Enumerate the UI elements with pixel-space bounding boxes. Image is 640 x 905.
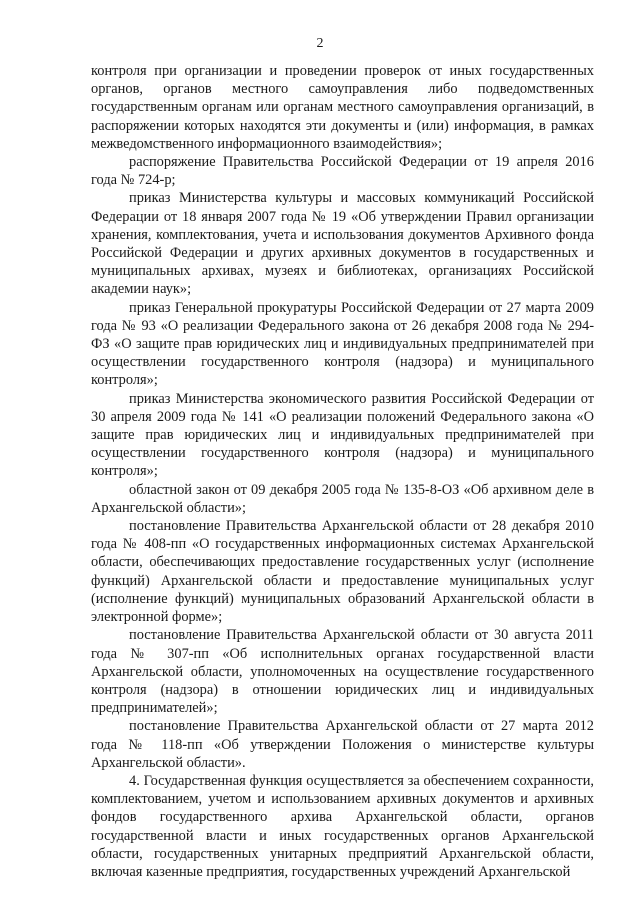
paragraph-government-order-724: распоряжение Правительства Российской Федерации от 19 апреля 2016 года № 724-р; (91, 154, 594, 189)
document-body (91, 62, 594, 881)
paragraph-prosecutor-order-93: приказ Генеральной прокуратуры Российской Федерации от 27 марта 2009 года № 93 «О реализации Федерального закона от 26 декабря 2008 года № 294-ФЗ «О защите прав юридических лиц и индивидуальных предпринимателей при осуществлении государственного контроля (надзора) и муниципального контроля»; (91, 299, 594, 389)
page-number: 2 (316, 36, 324, 51)
paragraph-control-continuation: контроля при организации и проведении проверок от иных государственных органов, органов местного самоуправления либо подведомственных государственным органам или органам местного самоуправления организаций, в распоряжении которых находятся эти документы и (или) информация, в рамках межведомственного информационного взаимодействия»; (91, 63, 594, 152)
paragraph-culture-ministry-order-19: приказ Министерства культуры и массовых коммуникаций Российской Федерации от 18 января 2007 года № 19 «Об утверждении Правил организации хранения, комплектования, учета и использования документов Архивного фонда Российской Федерации и других архивных документов в государственных и муниципальных архивах, музеях и библиотеках, организациях Российской академии наук»; (91, 190, 594, 298)
paragraph-resolution-118: постановление Правительства Архангельской области от 27 марта 2012 года № 118-пп «Об утверждении Положения о министерстве культуры Архангельской области». (91, 718, 594, 771)
paragraph-regional-law-135: областной закон от 09 декабря 2005 года № 135-8-ОЗ «Об архивном деле в Архангельской области»; (91, 481, 594, 516)
paragraph-item-4: 4. Государственная функция осуществляется за обеспечением сохранности, комплектованием, учетом и использованием архивных документов и архивных фондов государственного архива Архангельской области, органов государственной власти и иных государственных органов Архангельской области, государственных унитарных предприятий Архангельской области, включая казенные предприятия, государственных учреждений Архангельской (91, 772, 594, 880)
paragraph-resolution-307: постановление Правительства Архангельской области от 30 августа 2011 года № 307-пп «Об исполнительных органах государственной власти Архангельской области, уполномоченных на осуществление государственного контроля (надзора) в отношении юридических лиц и индивидуальных предпринимателей»; (91, 627, 594, 717)
paragraph-resolution-408: постановление Правительства Архангельской области от 28 декабря 2010 года № 408-пп «О государственных информационных системах Архангельской области, обеспечивающих предоставление государственных услуг (исполнение функций) Архангельской области и предоставление муниципальных услуг (исполнение функций) муниципальных образований Архангельской области в электронной форме»; (91, 518, 594, 626)
paragraph-economy-ministry-order-141: приказ Министерства экономического развития Российской Федерации от 30 апреля 2009 года № 141 «О реализации положений Федерального закона «О защите прав юридических лиц и индивидуальных предпринимателей при осуществлении государственного контроля (надзора) и муниципального контроля»; (91, 390, 594, 480)
